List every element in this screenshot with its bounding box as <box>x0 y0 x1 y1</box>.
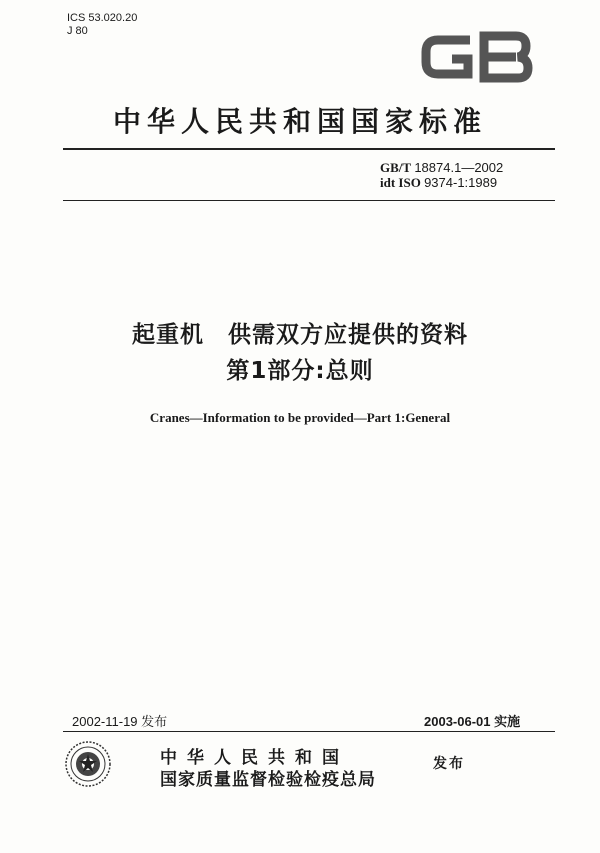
ccs-code: J 80 <box>67 25 88 37</box>
implement-date: 2003-06-01 实施 <box>424 714 521 729</box>
agency-seal-icon <box>64 740 112 788</box>
codes-rule <box>63 200 555 201</box>
gb-logo-icon <box>418 30 536 84</box>
document-title-zh-line1: 起重机 供需双方应提供的资料 <box>132 322 468 348</box>
header-rule <box>63 148 555 150</box>
release-date: 2002-11-19 发布 <box>72 714 168 729</box>
issuer-country: 中华人民共和国 <box>160 748 349 768</box>
gb-prefix: GB/T <box>380 160 412 175</box>
document-title-en: Cranes—Information to be provided—Part 1:General <box>149 410 451 425</box>
standard-codes <box>380 160 503 190</box>
ics-code: ICS 53.020.20 <box>67 12 138 24</box>
footer-rule <box>63 731 555 732</box>
ics-classification <box>67 12 137 38</box>
publish-label: 发布 <box>433 756 465 772</box>
issuer-agency: 国家质量监督检验检疫总局 <box>160 770 376 790</box>
national-standard-title: 中华人民共和国国家标准 <box>112 105 487 138</box>
idt-prefix: idt ISO <box>380 175 421 190</box>
document-title-zh-line2: 第1部分:总则 <box>226 358 374 384</box>
idt-number: 9374-1:1989 <box>424 175 498 190</box>
gb-number: 18874.1—2002 <box>414 160 504 175</box>
